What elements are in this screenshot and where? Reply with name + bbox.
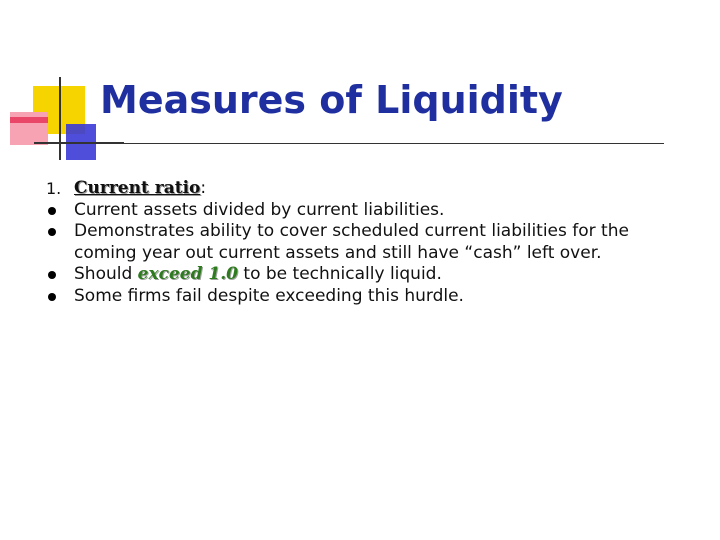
heading-line	[46, 178, 686, 200]
red-bar	[10, 117, 48, 123]
bullet-text: Current assets divided by current liabilities.	[74, 199, 445, 220]
heading-number: 1.	[46, 179, 62, 198]
slide-body	[46, 178, 686, 307]
bullet-icon	[48, 228, 56, 236]
bullet-text: Some firms fail despite exceeding this hurdle.	[74, 285, 464, 306]
bullet-icon	[48, 293, 56, 301]
vertical-line	[59, 77, 61, 160]
pink-square	[10, 112, 48, 145]
bullet-item	[46, 286, 686, 308]
bullet-icon	[48, 271, 56, 279]
bullet-text-pre: Should	[74, 264, 138, 284]
bullet-item	[46, 264, 686, 286]
title-divider	[34, 143, 664, 144]
heading-label: Current ratio	[74, 178, 201, 198]
bullet-text-continued: coming year out current assets and still have “cash” left over.	[74, 242, 602, 263]
bullet-text: Demonstrates ability to cover scheduled current liabilities for the	[74, 221, 629, 241]
bullet-item	[46, 221, 686, 243]
bullet-text-post: to be technically liquid.	[238, 264, 442, 284]
heading-suffix: :	[200, 178, 207, 198]
bullet-item	[46, 200, 686, 222]
emphasis-text: exceed 1.0	[137, 264, 238, 284]
bullet-icon	[48, 207, 56, 215]
bullet-continuation	[46, 243, 686, 265]
slide-title: Measures of Liquidity	[100, 78, 563, 122]
